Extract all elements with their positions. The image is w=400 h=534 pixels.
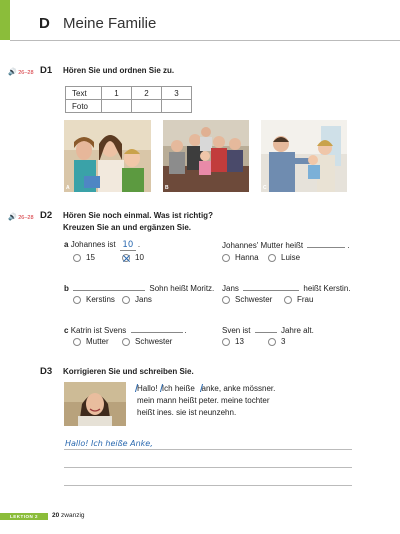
d2-a-opt-4[interactable]: Luise [268, 253, 300, 262]
d2-b-opt-3[interactable]: Schwester [222, 295, 272, 304]
answer-field[interactable] [73, 283, 145, 291]
d1-audio-ref[interactable]: 🔊 26–28 [8, 69, 34, 76]
answer-cell[interactable] [132, 100, 162, 113]
col-header: 3 [162, 87, 192, 100]
answer-field[interactable] [243, 283, 299, 291]
woman-portrait-photo [64, 382, 126, 426]
d1-number: D1 [40, 65, 53, 76]
d2-b-opt-4[interactable]: Frau [284, 295, 313, 304]
photo-label: B [165, 185, 169, 191]
answer-cell[interactable] [162, 100, 192, 113]
d2-c-right: Sven ist Jahre alt. [222, 326, 314, 335]
d3-line-2: mein mann heißt peter. meine tochter [137, 396, 270, 405]
radio-icon [222, 254, 230, 262]
d2-number: D2 [40, 210, 53, 221]
d2-b-opt-2[interactable]: Jans [122, 295, 152, 304]
radio-icon [122, 338, 130, 346]
radio-checked-icon [122, 254, 130, 262]
section-letter: D [39, 15, 50, 32]
d3-instruction: Korrigieren Sie und schreiben Sie. [63, 367, 194, 376]
section-color-bar [0, 0, 10, 40]
d2-b-right: Jans heißt Kerstin. [222, 284, 351, 293]
speaker-icon: 🔊 [8, 69, 17, 76]
radio-icon [73, 296, 81, 304]
page-number: 20 zwanzig [52, 512, 85, 519]
answer-field[interactable] [307, 240, 345, 248]
family-photo-c [261, 120, 347, 192]
radio-icon [122, 296, 130, 304]
photo-label: C [263, 185, 267, 191]
d2-c-opt-4[interactable]: 3 [268, 337, 285, 346]
answer-field[interactable] [255, 325, 277, 333]
d2-a-right: Johannes' Mutter heißt . [222, 241, 350, 250]
radio-icon [284, 296, 292, 304]
d3-line-3: heißt ines. sie ist neunzehn. [137, 408, 237, 417]
radio-icon [268, 338, 276, 346]
d3-number: D3 [40, 366, 53, 377]
writing-line[interactable] [64, 449, 352, 450]
answer-field[interactable]: 10 [120, 240, 136, 251]
lesson-tag: LEKTION 2 [0, 513, 48, 520]
d2-c-opt-2[interactable]: Schwester [122, 337, 172, 346]
d2-a-opt-1[interactable]: 15 [73, 253, 95, 262]
col-header: 2 [132, 87, 162, 100]
answer-cell[interactable] [102, 100, 132, 113]
d2-c-opt-3[interactable]: 13 [222, 337, 244, 346]
handwritten-answer: Hallo! Ich heiße Anke, [65, 439, 153, 448]
row-label-text: Text [66, 87, 102, 100]
d2-b-opt-1[interactable]: Kerstins [73, 295, 115, 304]
radio-icon [268, 254, 276, 262]
col-header: 1 [102, 87, 132, 100]
radio-icon [222, 296, 230, 304]
radio-icon [222, 338, 230, 346]
photo-label: A [66, 185, 70, 191]
family-photo-b [163, 120, 249, 192]
d2-a-opt-2[interactable]: 10 [122, 253, 144, 262]
radio-icon [73, 338, 81, 346]
speaker-icon: 🔊 [8, 214, 17, 221]
header-divider [10, 40, 400, 41]
d1-match-table [65, 86, 192, 113]
d3-correction-text [137, 383, 275, 419]
d1-instruction: Hören Sie und ordnen Sie zu. [63, 66, 175, 75]
d2-a-left: a Johannes ist 10 . [64, 240, 141, 250]
d2-a-opt-3[interactable]: Hanna [222, 253, 259, 262]
d2-audio-ref[interactable]: 🔊 26–28 [8, 214, 34, 221]
radio-icon [73, 254, 81, 262]
d3-line-1: Hallo! Ich heiße anke, anke mössner. [137, 384, 276, 393]
d2-c-left: c Katrin ist Svens . [64, 326, 187, 335]
writing-line[interactable] [64, 485, 352, 486]
d2-c-opt-1[interactable]: Mutter [73, 337, 109, 346]
answer-field[interactable] [131, 325, 183, 333]
row-label-foto: Foto [66, 100, 102, 113]
d2-instruction: Hören Sie noch einmal. Was ist richtig? Kreuzen Sie an und ergänzen Sie. [63, 211, 213, 232]
d2-b-left: b Sohn heißt Moritz. [64, 284, 215, 293]
family-photo-a [64, 120, 151, 192]
writing-line[interactable] [64, 467, 352, 468]
section-title: Meine Familie [63, 15, 157, 32]
